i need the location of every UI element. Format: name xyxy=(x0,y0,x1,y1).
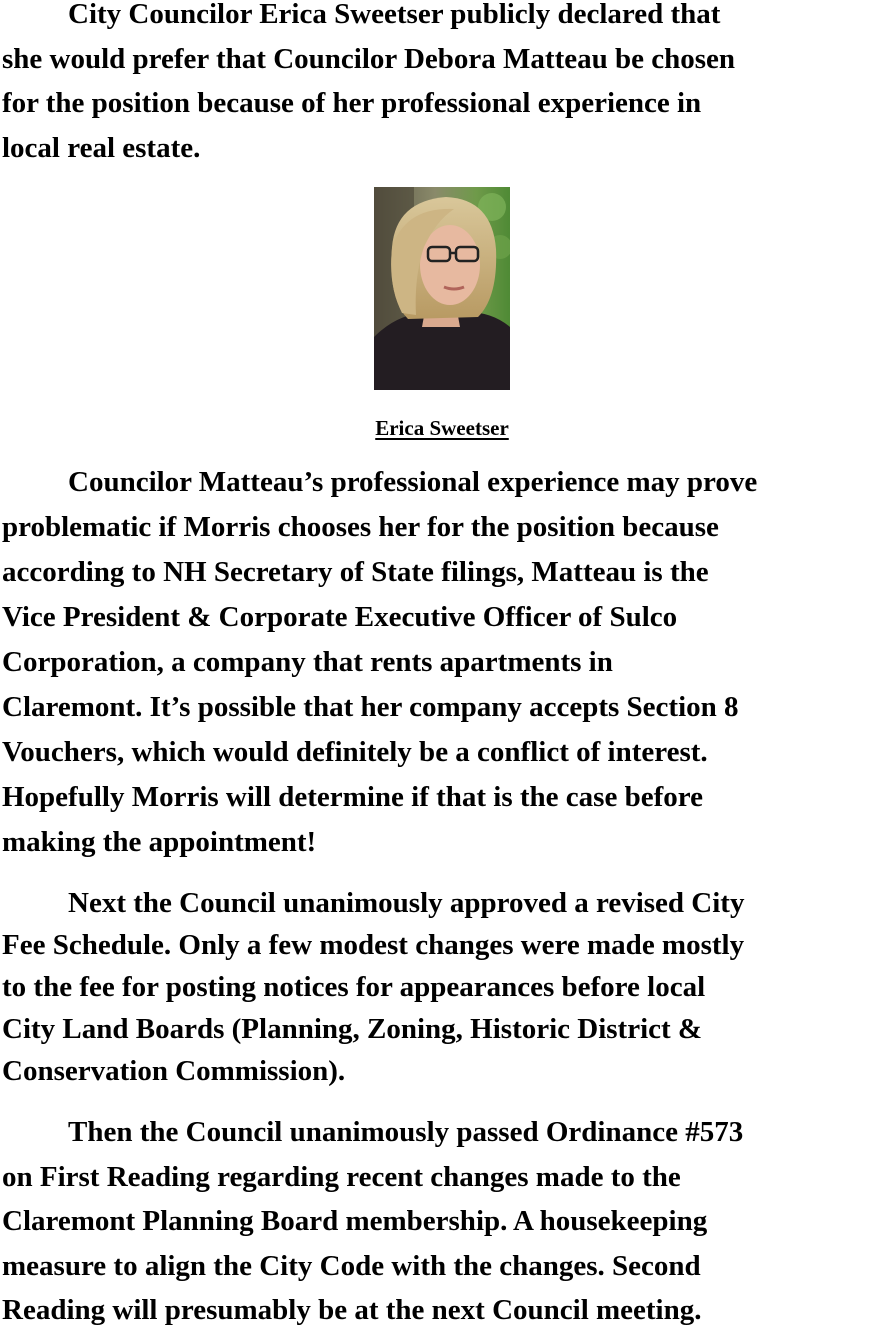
paragraph-line: Vice President & Corporate Executive Officer of Sulco xyxy=(2,601,678,633)
paragraph-line: Corporation, a company that rents apartments in xyxy=(2,646,613,678)
paragraph-line: making the appointment! xyxy=(2,826,317,858)
paragraph-line: Fee Schedule. Only a few modest changes were made mostly xyxy=(2,929,745,961)
paragraph-2 xyxy=(2,460,880,865)
paragraph-line: Then the Council unanimously passed Ordinance #573 xyxy=(68,1116,744,1148)
portrait-photo xyxy=(374,187,510,390)
paragraph-4 xyxy=(2,1110,880,1333)
paragraph-line: for the position because of her professional experience in xyxy=(2,87,702,119)
paragraph-line: City Councilor Erica Sweetser publicly declared that xyxy=(68,0,721,30)
paragraph-line: local real estate. xyxy=(2,131,201,164)
paragraph-line: measure to align the City Code with the changes. Second xyxy=(2,1249,701,1282)
paragraph-line: Reading will presumably be at the next Council meeting. xyxy=(2,1294,702,1326)
paragraph-line: Councilor Matteau’s professional experience may prove xyxy=(68,466,758,498)
paragraph-3 xyxy=(2,882,880,1092)
paragraph-line: Vouchers, which would definitely be a conflict of interest. xyxy=(2,736,708,768)
paragraph-line: problematic if Morris chooses her for the position because xyxy=(2,511,719,543)
photo-caption: Erica Sweetser xyxy=(375,416,509,440)
paragraph-1 xyxy=(2,0,880,170)
paragraph-line: Claremont. It’s possible that her company accepts Section 8 xyxy=(2,691,739,723)
paragraph-line: on First Reading regarding recent changes made to the xyxy=(2,1160,681,1193)
paragraph-line: Conservation Commission). xyxy=(2,1055,346,1087)
paragraph-line: according to NH Secretary of State filings, Matteau is the xyxy=(2,556,709,588)
paragraph-line: Hopefully Morris will determine if that is the case before xyxy=(2,781,703,813)
paragraph-line: to the fee for posting notices for appearances before local xyxy=(2,971,706,1003)
paragraph-line: Claremont Planning Board membership. A housekeeping xyxy=(2,1205,708,1237)
paragraph-line: Next the Council unanimously approved a revised City xyxy=(68,887,745,919)
paragraph-line: City Land Boards (Planning, Zoning, Historic District & xyxy=(2,1013,703,1045)
paragraph-line: she would prefer that Councilor Debora Matteau be chosen xyxy=(2,42,736,75)
